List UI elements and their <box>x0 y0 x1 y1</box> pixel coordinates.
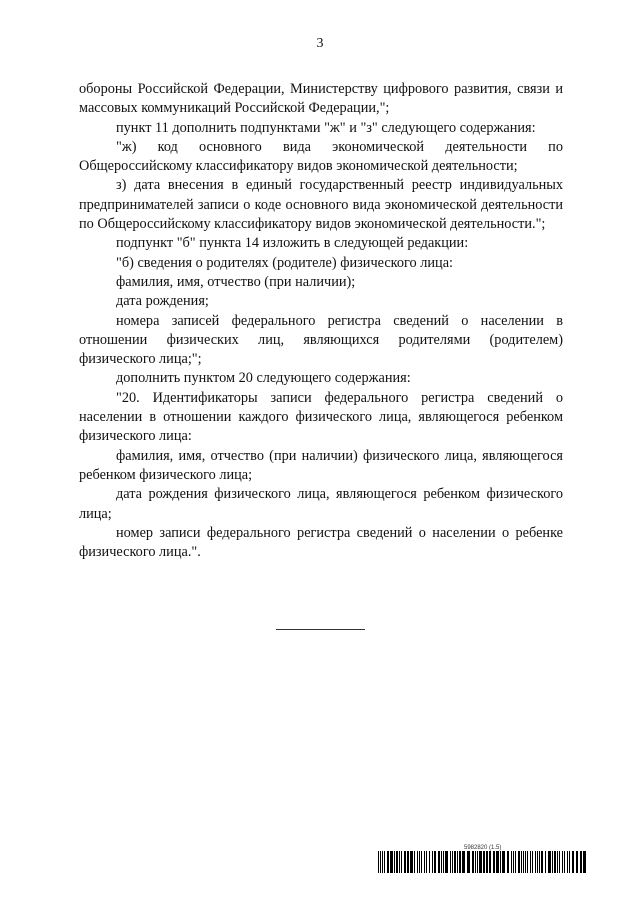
paragraph: пункт 11 дополнить подпунктами "ж" и "з" следующего содержания: <box>116 119 536 136</box>
paragraph: "20. Идентификаторы записи федерального регистра сведений о населении в отношении каждого физического лица, являющегося ребенком физического лица: <box>79 389 563 445</box>
page-number: 3 <box>316 36 324 51</box>
paragraph: дата рождения; <box>116 293 209 310</box>
paragraph: номер записи федерального регистра сведений о населении о ребенке физического лица.". <box>79 524 563 561</box>
paragraph: обороны Российской Федерации, Министерству цифрового развития, связи и массовых коммуникаций Российской Федерации,"; <box>79 81 563 117</box>
paragraph: фамилия, имя, отчество (при наличии); <box>116 273 356 290</box>
paragraph: номера записей федерального регистра сведений о населении в отношении физических лиц, являющихся родителями (родителем) физического лица;"; <box>79 312 563 368</box>
paragraph: з) дата внесения в единый государственный реестр индивидуальных предпринимателей записи о коде основного вида экономической деятельности по Общероссийскому классификатору видов экономической деятельности."; <box>79 177 563 233</box>
document-body <box>79 80 563 562</box>
barcode-image <box>378 851 586 873</box>
paragraph: подпункт "б" пункта 14 изложить в следующей редакции: <box>116 235 469 252</box>
end-divider-line <box>276 629 365 630</box>
paragraph: "б) сведения о родителях (родителе) физического лица: <box>116 254 454 271</box>
paragraph: дата рождения физического лица, являющегося ребенком физического лица; <box>79 486 563 522</box>
paragraph: "ж) код основного вида экономической деятельности по Общероссийскому классификатору видов экономической деятельности; <box>79 138 563 175</box>
document-code: 5982820 (1.5) <box>464 845 502 851</box>
paragraph: дополнить пунктом 20 следующего содержания: <box>116 370 411 387</box>
paragraph: фамилия, имя, отчество (при наличии) физического лица, являющегося ребенком физического лица; <box>79 447 563 483</box>
